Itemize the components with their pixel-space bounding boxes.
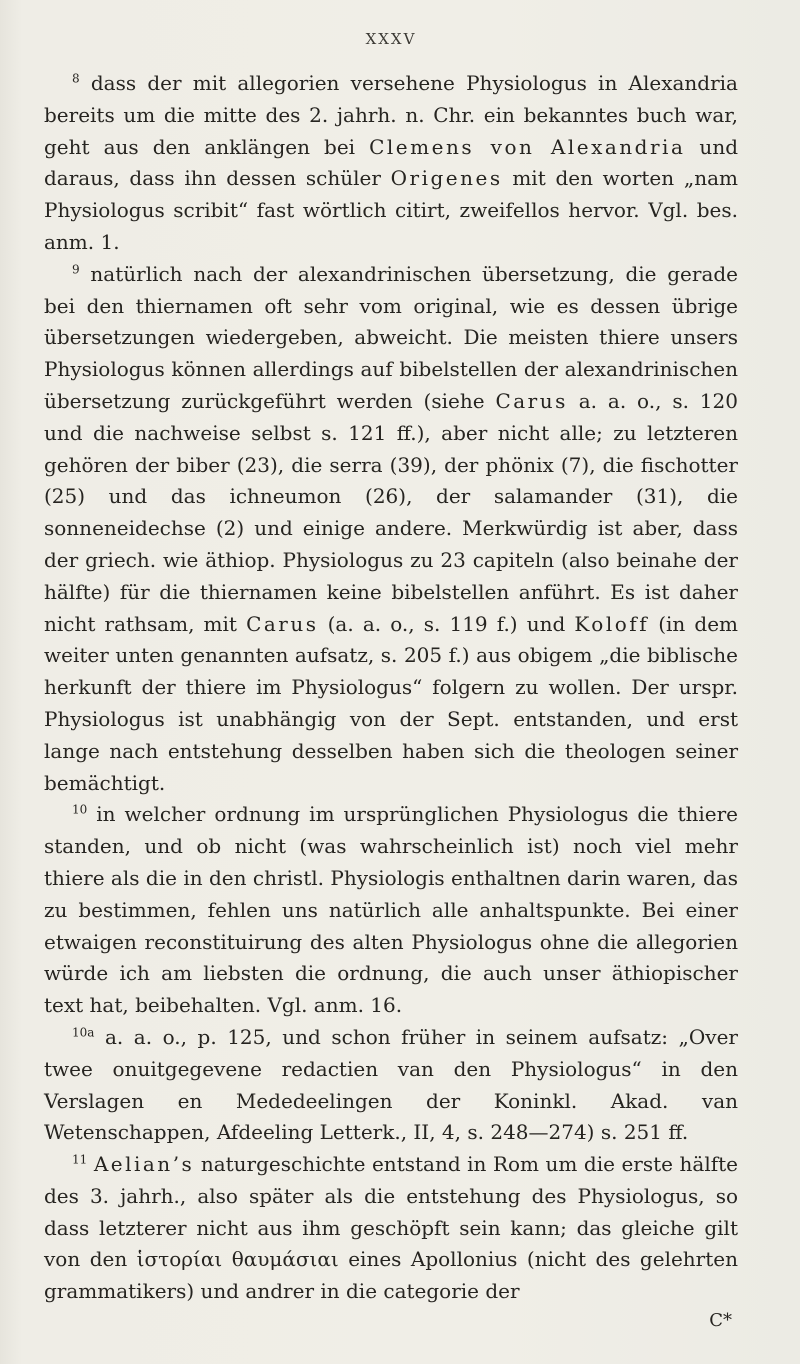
footnote-number: 10 <box>72 802 88 817</box>
footnote-number: 8 <box>72 71 80 86</box>
footnote-text: dass der mit allegorien versehene Physiologus in Alexandria bereits um die mitte des 2. jahrh. n. Chr. ein bekanntes buch war, geht aus den anklängen bei <box>44 71 738 159</box>
spaced-name: Koloff <box>574 611 650 636</box>
spaced-name: Aelian’s <box>93 1152 195 1177</box>
spaced-name: Origenes <box>390 166 503 191</box>
footnote-text: (in dem weiter unten genannten aufsatz, s. 205 f.) aus obigem „die biblische herkunft der thiere im Physiologus“ folgern zu wollen. Der urspr. Physiologus ist unabhängig von der Sept. entstanden, und erst lange nach entstehung desselben haben sich die theologen seiner bemächtigt. <box>44 611 739 795</box>
footnote <box>44 799 738 1022</box>
footnote-text: in welcher ordnung im ursprünglichen Physiologus die thiere standen, und ob nicht (was wahrscheinlich ist) noch viel mehr thiere als die in den christl. Physiologis enthaltnen darin waren, das zu bestimmen, fehlen uns natürlich alle anhaltspunkte. Bei einer etwaigen reconstituirung des alten Physiologus ohne die allegorien würde ich am liebsten die ordnung, die auch unser äthiopischer text hat, beibehalten. Vgl. anm. 16. <box>44 802 738 1018</box>
page-number-header: XXXV <box>365 30 417 48</box>
footnote <box>44 1149 738 1308</box>
footnote-text: a. a. o., s. 120 und die nachweise selbst s. 121 ff.), aber nicht alle; zu letzteren gehören der biber (23), die serra (39), der phönix (7), die fischotter (25) und das ichneumon (26), der salamander (31), die sonneneidechse (2) und einige andere. Merkwürdig ist aber, dass der griech. wie äthiop. Physiologus zu 23 capiteln (also beinahe der hälfte) für die thiernamen keine bibelstellen anführt. Es ist daher nicht rathsam, mit <box>44 388 738 636</box>
footnote-number: 11 <box>72 1152 88 1167</box>
spaced-name: Carus <box>246 611 319 636</box>
spaced-name: Clemens von Alexandria <box>369 134 686 159</box>
footnote <box>44 259 738 800</box>
footnote <box>44 1022 738 1149</box>
footnote-number: 9 <box>72 262 80 277</box>
footnote-text: natürlich nach der alexandrinischen übersetzung, die gerade bei den thiernamen oft sehr vom original, wie es dessen übrige übersetzungen wiedergeben, abweicht. Die meisten thiere unsers Physiologus können allerdings auf bibelstellen der alexandrinischen übersetzung zurückgeführt werden (siehe <box>44 261 739 413</box>
footnotes <box>44 68 738 1308</box>
footnote-text: naturgeschichte entstand in Rom um die erste hälfte des 3. jahrh., also später als die entstehung des Physiologus, so dass letzterer nicht aus ihm geschöpft sein kann; das gleiche gilt von den ἱστορίαι θαυμάσιαι eines Apollonius (nicht des gelehrten grammatikers) und andrer in die categorie der <box>44 1152 739 1304</box>
footnote <box>44 68 738 259</box>
footnote-text: a. a. o., p. 125, und schon früher in seinem aufsatz: „Over twee onuitgegevene redactien van den Physiologus“ in den Verslagen en Mededeelingen der Koninkl. Akad. van Wetenschappen, Afdeeling Letterk., II, 4, s. 248—274) s. 251 ff. <box>44 1024 738 1145</box>
footnote-number: 10a <box>72 1025 95 1040</box>
footnote-text: und daraus, dass ihn dessen schüler <box>44 134 738 191</box>
spaced-name: Carus <box>495 388 568 413</box>
footnote-text: mit den worten „nam Physiologus scribit“ fast wörtlich citirt, zweifellos hervor. Vgl. bes. anm. 1. <box>44 166 738 254</box>
footnote-text: (a. a. o., s. 119 f.) und <box>318 611 575 636</box>
signature-mark: C* <box>709 1310 732 1332</box>
